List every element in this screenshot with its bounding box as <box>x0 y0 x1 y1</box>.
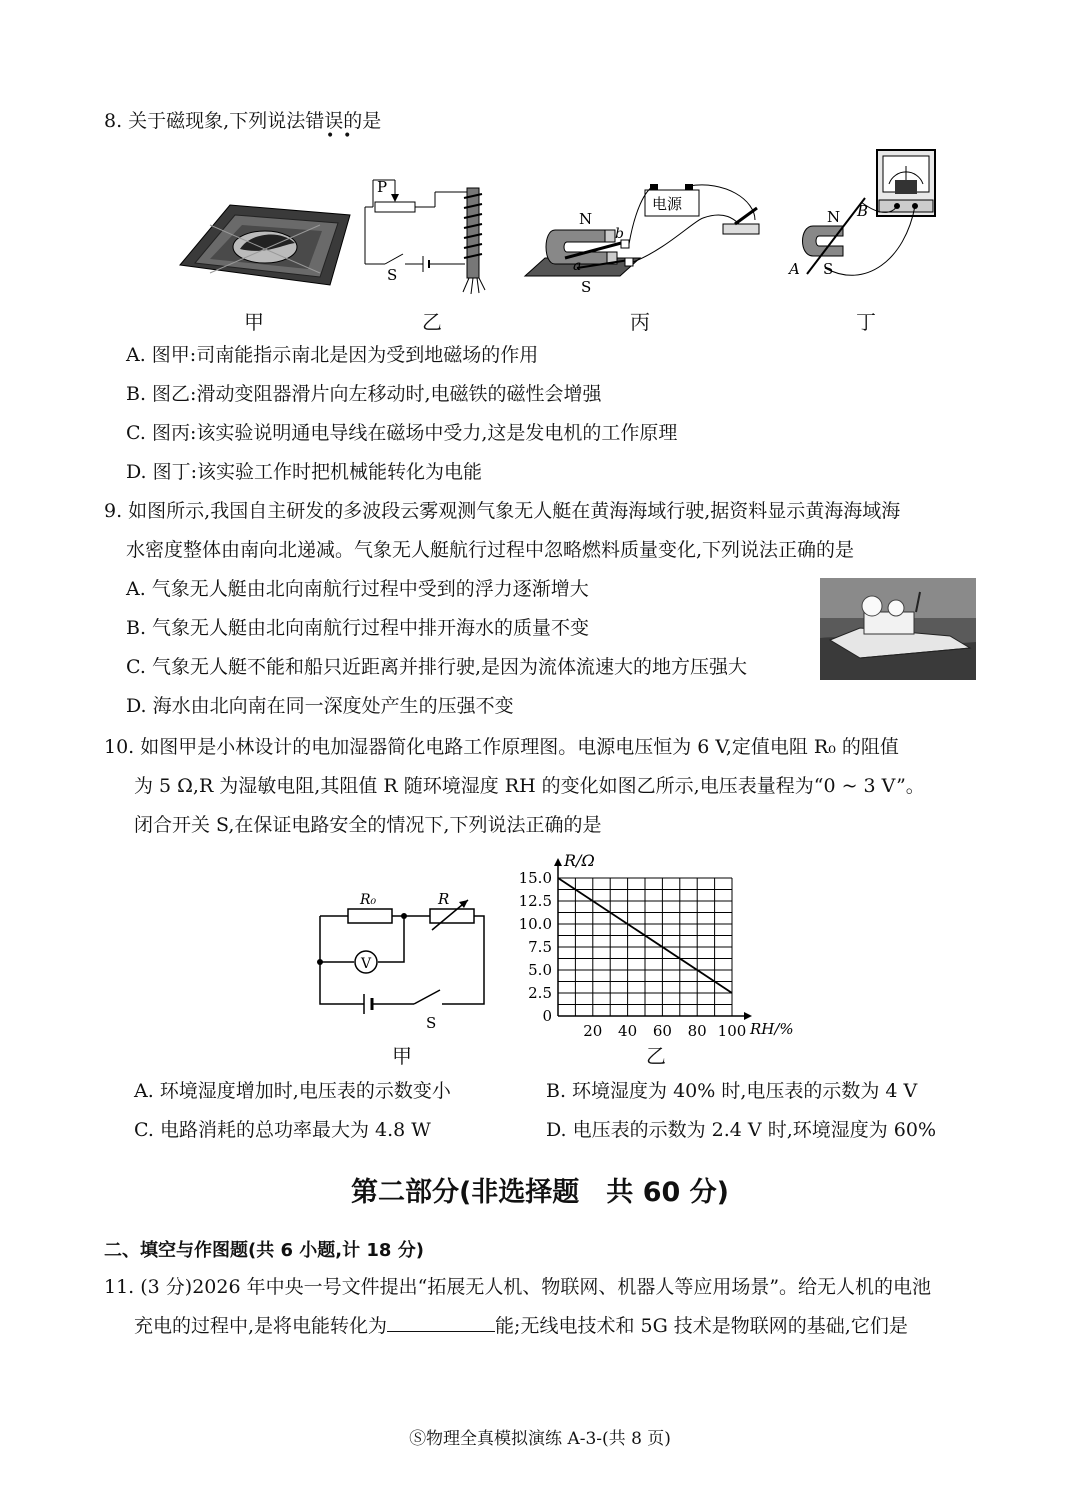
q9-option-d: D. 海水由北向南在同一深度处产生的压强不变 <box>126 695 514 717</box>
chart-ticks <box>519 869 747 1040</box>
y-tick-label: 10.0 <box>518 915 552 933</box>
y-tick-label: 15.0 <box>518 869 552 887</box>
q9-option-a: A. 气象无人艇由北向南航行过程中受到的浮力逐渐增大 <box>126 578 589 600</box>
y-tick-label: 2.5 <box>528 984 552 1002</box>
q10-stem-line2: 为 5 Ω,R 为湿敏电阻,其阻值 R 随环境湿度 RH 的变化如图乙所示,电压表量程为“0 ~ 3 V”。 <box>134 775 925 797</box>
q8-option-a: A. 图甲:司南能指示南北是因为受到地磁场的作用 <box>126 344 539 366</box>
q10-stem-line3: 闭合开关 S,在保证电路安全的情况下,下列说法正确的是 <box>134 814 602 836</box>
chart-grid <box>558 878 732 1016</box>
figure-circuit-jia <box>318 888 498 1032</box>
label-s3: S <box>823 260 834 278</box>
chart-axes <box>554 858 752 1020</box>
q10-option-c: C. 电路消耗的总功率最大为 4.8 W <box>134 1119 431 1141</box>
q9-stem-line2: 水密度整体由南向北递减。气象无人艇航行过程中忽略燃料质量变化,下列说法正确的是 <box>126 539 855 561</box>
q11-line2-text-b: 能;无线电技术和 5G 技术是物联网的基础,它们是 <box>495 1315 908 1337</box>
label-a: a <box>573 258 582 274</box>
r0-label: R₀ <box>360 892 377 908</box>
q11-line2-text-a: 充电的过程中,是将电能转化为 <box>134 1315 388 1337</box>
q11-line2 <box>134 1313 908 1339</box>
figure-generator-experiment <box>785 150 945 290</box>
fig-label-yi: 乙 <box>422 310 442 334</box>
q10-option-d: D. 电压表的示数为 2.4 V 时,环境湿度为 60% <box>546 1119 937 1141</box>
label-p: P <box>377 178 388 196</box>
figure-sinan <box>170 185 370 295</box>
y-tick-label: 0 <box>542 1007 552 1025</box>
fig-label-jia: 甲 <box>244 310 264 334</box>
chart-xlabel: RH/% <box>750 1020 794 1038</box>
x-tick-label: 40 <box>618 1022 638 1040</box>
x-axis-arrow <box>744 1012 752 1020</box>
x-tick-label: 100 <box>717 1022 747 1040</box>
q8-option-b: B. 图乙:滑动变阻器滑片向左移动时,电磁铁的磁性会增强 <box>126 383 602 405</box>
circuit-caption: 甲 <box>392 1044 412 1068</box>
page-footer: Ⓢ物理全真模拟演练 A-3-(共 8 页) <box>409 1429 671 1449</box>
q9-option-b: B. 气象无人艇由北向南航行过程中排开海水的质量不变 <box>126 617 590 639</box>
figure-motor-experiment <box>525 180 775 300</box>
emphasis-dots: • • <box>326 128 352 144</box>
label-s: S <box>387 266 398 284</box>
chart-ylabel: R/Ω <box>564 851 595 870</box>
switch-label: S <box>426 1014 437 1032</box>
label-n2: N <box>827 208 841 226</box>
y-tick-label: 7.5 <box>528 938 552 956</box>
graph-caption: 乙 <box>646 1044 666 1068</box>
label-b-cap: B <box>857 202 869 220</box>
x-tick-label: 60 <box>652 1022 672 1040</box>
rh-resistance-chart <box>508 848 798 1048</box>
section-heading: 二、填空与作图题(共 6 小题,计 18 分) <box>104 1240 424 1261</box>
y-axis-arrow <box>554 858 562 866</box>
label-b: b <box>615 226 624 242</box>
label-power: 电源 <box>652 195 683 213</box>
q10-option-a: A. 环境湿度增加时,电压表的示数变小 <box>134 1080 451 1102</box>
q8-stem: 8. 关于磁现象,下列说法错误的是 <box>104 110 382 132</box>
q10-stem-line1: 10. 如图甲是小林设计的电加湿器简化电路工作原理图。电源电压恒为 6 V,定值电阻 R₀ 的阻值 <box>104 736 899 758</box>
label-a-cap: A <box>789 260 800 278</box>
q8-option-d: D. 图丁:该实验工作时把机械能转化为电能 <box>126 461 483 483</box>
label-s2: S <box>581 278 592 296</box>
y-tick-label: 12.5 <box>518 892 552 910</box>
q11-answer-blank[interactable] <box>387 1313 495 1332</box>
x-tick-label: 20 <box>583 1022 603 1040</box>
q11-line1: 11. (3 分)2026 年中央一号文件提出“拓展无人机、物联网、机器人等应用场景”。给无人机的电池 <box>104 1276 932 1298</box>
fig-label-bing: 丙 <box>630 310 650 334</box>
r-label: R <box>438 890 450 908</box>
y-tick-label: 5.0 <box>528 961 552 979</box>
figure-electromagnet-circuit <box>365 180 505 300</box>
voltmeter-label: V <box>361 956 372 972</box>
fig-label-ding: 丁 <box>856 310 876 334</box>
x-tick-label: 80 <box>687 1022 707 1040</box>
unmanned-boat-photo <box>820 578 976 680</box>
q8-option-c: C. 图丙:该实验说明通电导线在磁场中受力,这是发电机的工作原理 <box>126 422 678 444</box>
q9-option-c: C. 气象无人艇不能和船只近距离并排行驶,是因为流体流速大的地方压强大 <box>126 656 747 678</box>
q9-stem-line1: 9. 如图所示,我国自主研发的多波段云雾观测气象无人艇在黄海海域行驶,据资料显示黄海海域海 <box>104 500 901 522</box>
label-n: N <box>579 210 593 228</box>
part2-title: 第二部分(非选择题 共 60 分) <box>350 1177 730 1208</box>
q10-option-b: B. 环境湿度为 40% 时,电压表的示数为 4 V <box>546 1080 918 1102</box>
